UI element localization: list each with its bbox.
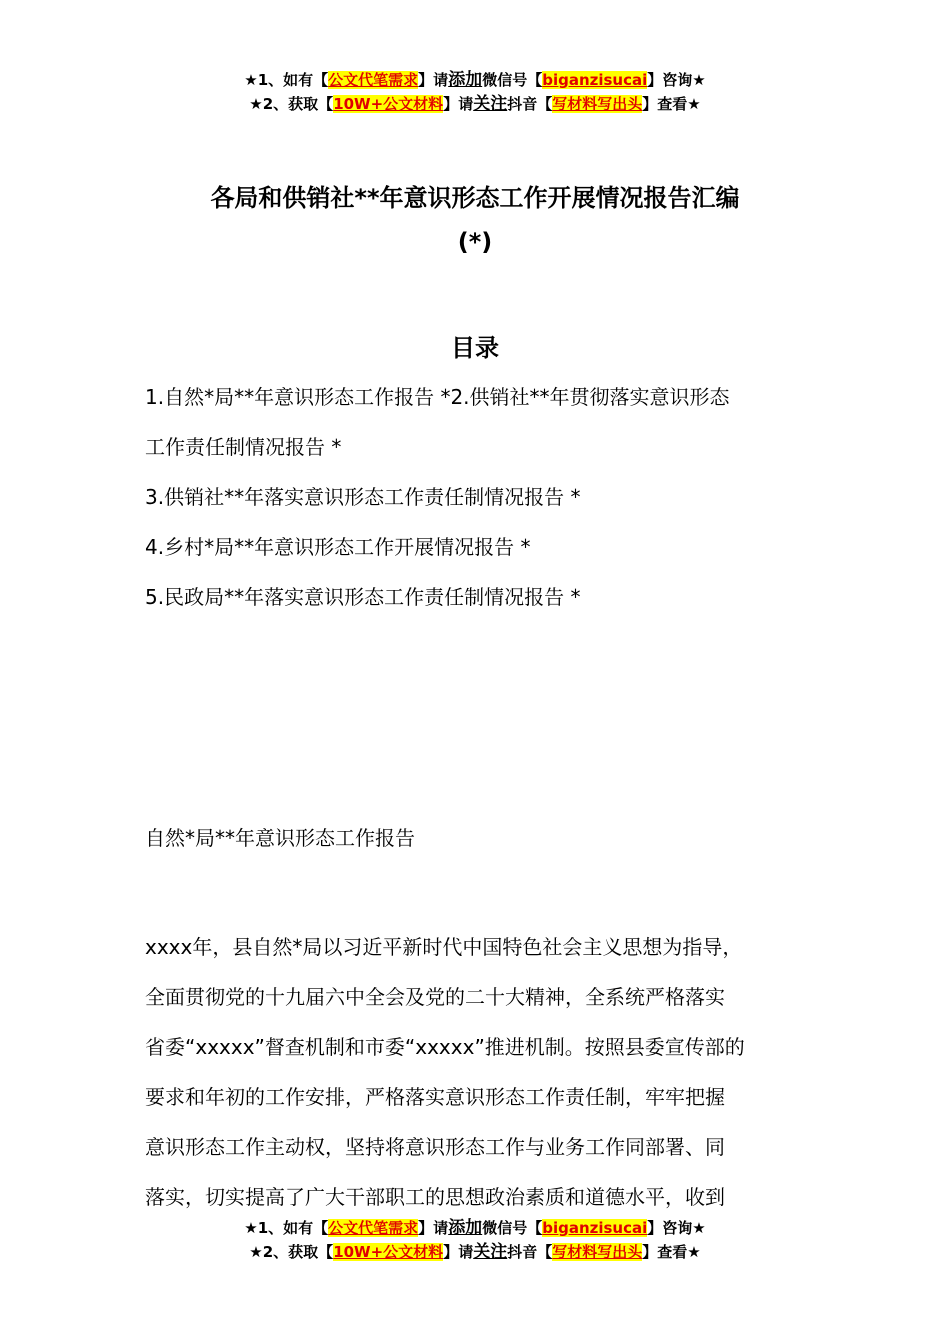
banner-line-2 [0,92,950,116]
banner-text: 】咨询★ [647,1219,706,1237]
banner-highlight: biganzisucai [542,1219,648,1237]
banner-emphasis: 添加 [448,70,483,90]
banner-text: 】请 [443,95,474,113]
banner-text: 抖音【 [507,95,553,113]
banner-line-1 [0,68,950,92]
banner-highlight: 公文代笔需求 [328,1219,419,1237]
banner-highlight: 10W+公文材料 [333,95,444,113]
toc-item: 5.民政局**年落实意识形态工作责任制情况报告 * [145,585,581,609]
banner-line-1 [0,1216,950,1240]
document-subtitle: (*) [457,228,493,256]
body-line: 落实，切实提高了广大干部职工的思想政治素质和道德水平，收到 [145,1185,725,1209]
toc-item: 4.乡村*局**年意识形态工作开展情况报告 * [145,535,531,559]
banner-text: 微信号【 [482,71,543,89]
banner-emphasis: 关注 [473,1242,508,1262]
document-title: 各局和供销社**年意识形态工作开展情况报告汇编 [210,184,740,212]
body-paragraph [145,922,807,1222]
banner-highlight: 写材料写出头 [552,1243,643,1261]
toc-item: 1.自然*局**年意识形态工作报告 *2.供销社**年贯彻落实意识形态 [145,385,730,409]
banner-text: ★2、获取【 [249,1243,334,1261]
banner-emphasis: 添加 [448,1218,483,1238]
banner-highlight: 写材料写出头 [552,95,643,113]
body-line: 要求和年初的工作安排，严格落实意识形态工作责任制，牢牢把握 [145,1085,725,1109]
banner-highlight: 10W+公文材料 [333,1243,444,1261]
header-banner [0,68,950,116]
banner-text: 】请 [443,1243,474,1261]
toc-item: 3.供销社**年落实意识形态工作责任制情况报告 * [145,485,581,509]
banner-text: 】请 [418,71,449,89]
banner-text: 微信号【 [482,1219,543,1237]
body-line: 全面贯彻党的十九届六中全会及党的二十大精神，全系统严格落实 [145,985,725,1009]
body-line: xxxx年，县自然*局以习近平新时代中国特色社会主义思想为指导， [145,935,743,959]
banner-text: ★2、获取【 [249,95,334,113]
table-of-contents [145,372,815,622]
banner-text: 抖音【 [507,1243,553,1261]
banner-line-2 [0,1240,950,1264]
toc-heading: 目录 [451,334,499,362]
banner-text: 】查看★ [642,1243,701,1261]
body-line: 省委“xxxxx”督查机制和市委“xxxxx”推进机制。按照县委宣传部的 [145,1035,745,1059]
banner-emphasis: 关注 [473,94,508,114]
body-line: 意识形态工作主动权，坚持将意识形态工作与业务工作同部署、同 [145,1135,725,1159]
banner-text: 】咨询★ [647,71,706,89]
toc-item: 工作责任制情况报告 * [145,435,342,459]
banner-highlight: 公文代笔需求 [328,71,419,89]
footer-banner [0,1216,950,1264]
section-title: 自然*局**年意识形态工作报告 [145,826,415,850]
banner-text: ★1、如有【 [244,1219,329,1237]
banner-text: 】请 [418,1219,449,1237]
banner-text: ★1、如有【 [244,71,329,89]
banner-highlight: biganzisucai [542,71,648,89]
banner-text: 】查看★ [642,95,701,113]
